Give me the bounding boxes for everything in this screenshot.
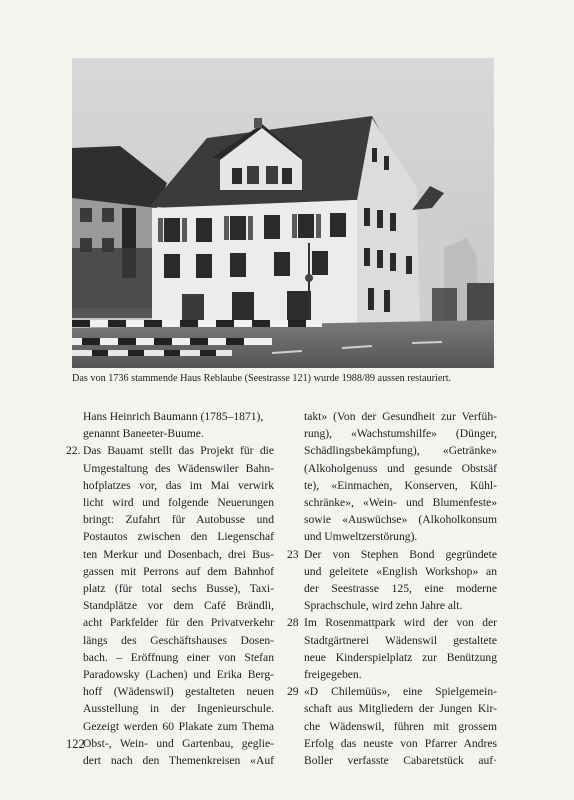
continuation-block	[66, 408, 274, 442]
text-line: platz (für total sechs Busse), Taxi-	[83, 582, 274, 596]
entry-number: 23	[287, 547, 299, 561]
text-line: schränke», «Wein- und Blumenfeste»	[304, 496, 497, 510]
text-line: licht wird und folgende Neuerungen	[83, 496, 274, 510]
text-line: Postautos zwischen den Liegenschaf	[83, 530, 274, 544]
text-line: Obst-, Wein- und Gartenbau, geglie-	[83, 736, 274, 750]
text-line: che Wädenswil, führen mit grossem	[304, 719, 497, 733]
text-line: Paradowsky (Lachen) und Erika Berg-	[83, 668, 274, 682]
text-line: gassen mit Perrons auf dem Bahnhof	[83, 564, 274, 578]
text-line: dert nach den Themenkreisen «Auf	[83, 754, 274, 768]
text-line: und Umweltzerstörung).	[304, 530, 418, 544]
text-line: Erfolg das neuste von Pfarrer Andres	[304, 736, 497, 750]
entry-23	[287, 546, 497, 615]
text-line: (Alkoholgenuss und gesunde Obstsäf	[304, 461, 497, 475]
continuation-block	[287, 408, 497, 546]
text-line: der Seestrasse 125, eine moderne	[304, 582, 497, 596]
text-line: «D Chilemüüs», eine Spielgemein-	[304, 685, 497, 699]
text-line: längs des Geschäftshauses Dosen-	[83, 633, 274, 647]
text-line: hoff (Wädenswil) gestalteten neuen	[83, 685, 274, 699]
text-line: Sprachschule, wird zehn Jahre alt.	[304, 599, 463, 613]
text-line: Das Bauamt stellt das Projekt für die	[83, 444, 274, 458]
photo-caption: Das von 1736 stammende Haus Reblaube (Seestrasse 121) wurde 1988/89 aussen restauriert.	[72, 373, 452, 384]
entry-number: 29	[287, 685, 299, 699]
entry-22	[66, 442, 274, 769]
text-line: Standplätze vor dem Café Brändli,	[83, 599, 274, 613]
entry-number: 28	[287, 616, 299, 630]
entry-29	[287, 683, 497, 769]
text-line: sowie «Auswüchse» (Alkoholkonsum	[304, 513, 497, 527]
text-line: bach. – Eröffnung einer von Stefan	[83, 650, 274, 664]
text-line: Im Rosenmattpark wird der von der	[304, 616, 497, 630]
building-photograph	[72, 58, 494, 368]
left-column	[66, 408, 274, 769]
text-line: Boller verfasste Cabaretstück auf·	[304, 754, 497, 768]
text-line: Umgestaltung des Wädenswiler Bahn-	[83, 461, 274, 475]
text-line: genannt Baneeter-Buume.	[83, 427, 204, 441]
text-line: Der von Stephen Bond gegründete	[304, 547, 497, 561]
text-line: ten Merkur und Dosenbach, drei Bus-	[83, 547, 274, 561]
text-line: Schädlingsbekämpfung), «Getränke»	[304, 444, 497, 458]
text-line: freigegeben.	[304, 668, 362, 682]
text-line: neue Kinderspielplatz zur Benützung	[304, 650, 497, 664]
text-line: schaft aus Mitgliedern der Jungen Kir-	[304, 702, 497, 716]
right-column	[287, 408, 497, 769]
text-line: acht Parkfelder für den Privatverkehr	[83, 616, 274, 630]
text-line: und geleitete «English Workshop» an	[304, 564, 497, 578]
page-number: 122	[66, 737, 85, 751]
text-line: Ausstellung in der Ingenieurschule.	[83, 702, 274, 716]
entry-number: 22.	[66, 444, 81, 458]
text-line: hofplatzes vor, das im Mai verwirk	[83, 478, 274, 492]
text-line: Stadtgärtnerei Wädenswil gestaltete	[304, 633, 497, 647]
text-line: Hans Heinrich Baumann (1785–1871),	[83, 410, 264, 423]
text-line: bringt: Zufahrt für Autobusse und	[83, 513, 274, 527]
text-line: te), «Einmachen, Konserven, Kühl-	[304, 478, 497, 492]
text-line: Gezeigt werden 60 Plakate zum Thema	[83, 719, 274, 733]
text-line: rung), «Wachstumshilfe» (Dünger,	[304, 427, 497, 441]
entry-28	[287, 614, 497, 683]
text-line: takt» (Von der Gesundheit zur Verfüh-	[304, 410, 497, 423]
